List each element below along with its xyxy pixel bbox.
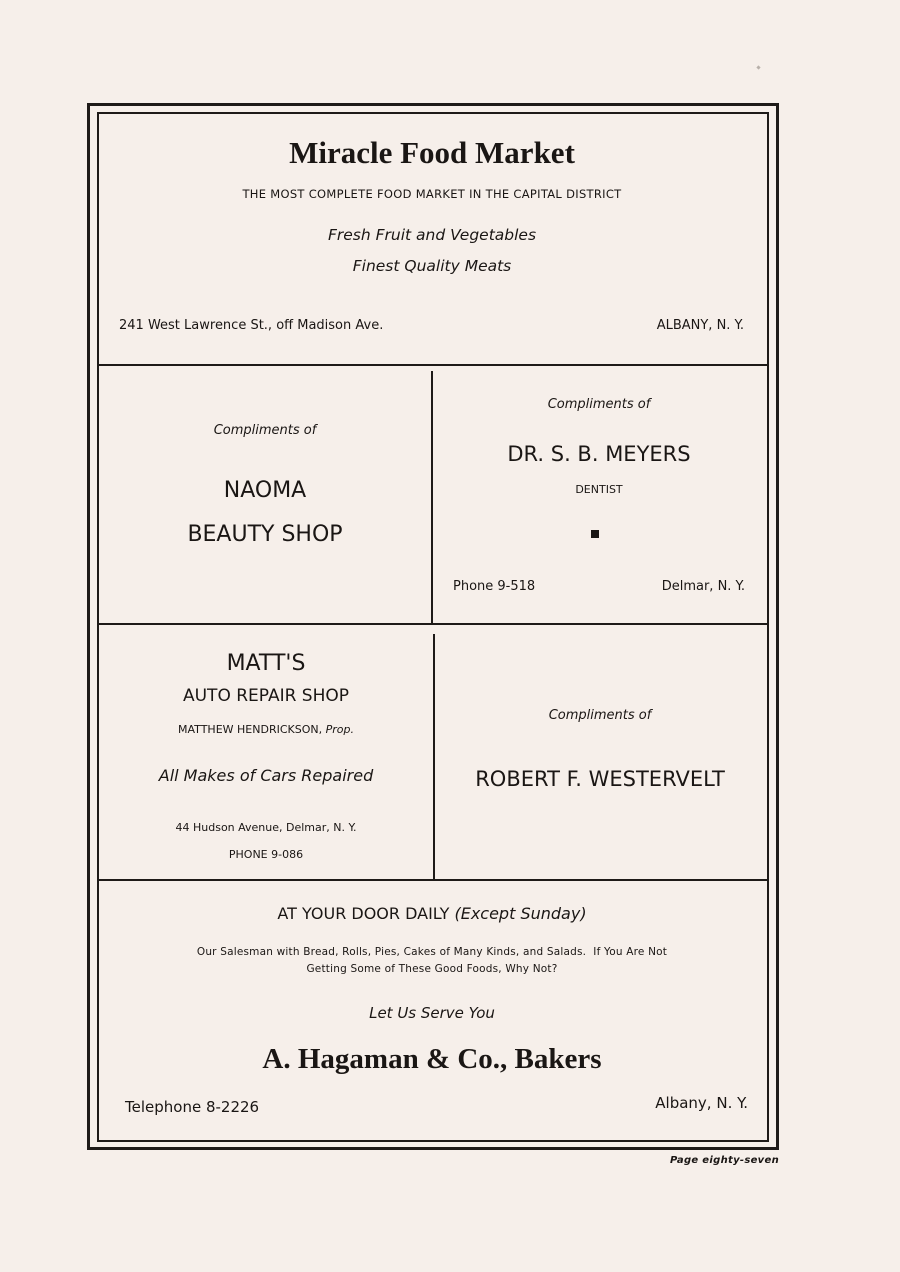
naoma-name: NAOMA [223, 478, 307, 503]
divider-after-row3 [97, 879, 767, 881]
meyers-name: DR. S. B. MEYERS [507, 442, 691, 466]
hagaman-title: A. Hagaman & Co., Bakers [262, 1043, 602, 1075]
paper-mark [756, 65, 760, 69]
divider-after-row2 [97, 623, 767, 625]
matts-address: 44 Hudson Avenue, Delmar, N. Y. [175, 821, 357, 834]
miracle-title: Miracle Food Market [289, 135, 575, 170]
hagaman-headline: AT YOUR DOOR DAILY [277, 904, 450, 923]
matts-slogan: All Makes of Cars Repaired [158, 766, 374, 785]
matts-business: AUTO REPAIR SHOP [182, 686, 350, 706]
naoma-compliments: Compliments of [213, 423, 317, 438]
hagaman-body-line2: Getting Some of These Good Foods, Why Not? [306, 963, 558, 975]
miracle-address: 241 West Lawrence St., off Madison Ave. [119, 318, 384, 333]
miracle-tagline: THE MOST COMPLETE FOOD MARKET IN THE CAPITAL DISTRICT [242, 187, 622, 201]
matts-prop-suffix: Prop. [325, 723, 354, 736]
miracle-line1: Fresh Fruit and Vegetables [327, 226, 537, 244]
meyers-city: Delmar, N. Y. [661, 579, 745, 594]
matts-proprietor: MATTHEW HENDRICKSON, [178, 723, 323, 736]
square-bullet-icon [591, 530, 599, 538]
miracle-city: ALBANY, N. Y. [656, 318, 744, 333]
naoma-business: BEAUTY SHOP [187, 522, 343, 547]
hagaman-slogan: Let Us Serve You [369, 1004, 495, 1022]
meyers-profession: DENTIST [575, 483, 623, 496]
miracle-line2: Finest Quality Meats [352, 257, 512, 275]
hagaman-body-line1: Our Salesman with Bread, Rolls, Pies, Cakes of Many Kinds, and Salads. If You Are Not [196, 946, 668, 958]
matts-proprietor-line [99, 723, 433, 736]
divider-matts-westervelt [433, 634, 435, 880]
westervelt-compliments: Compliments of [548, 708, 652, 723]
meyers-compliments: Compliments of [547, 397, 651, 412]
westervelt-name: ROBERT F. WESTERVELT [475, 767, 725, 791]
matts-name: MATT'S [226, 651, 306, 676]
meyers-phone: Phone 9-518 [453, 579, 536, 594]
divider-after-miracle [97, 364, 767, 366]
matts-phone: PHONE 9-086 [228, 848, 304, 861]
hagaman-phone: Telephone 8-2226 [125, 1098, 260, 1116]
hagaman-headline-note: (Except Sunday) [454, 904, 587, 923]
hagaman-city: Albany, N. Y. [655, 1094, 748, 1112]
hagaman-headline-line [97, 904, 767, 923]
page-number: Page eighty-seven [669, 1155, 779, 1166]
